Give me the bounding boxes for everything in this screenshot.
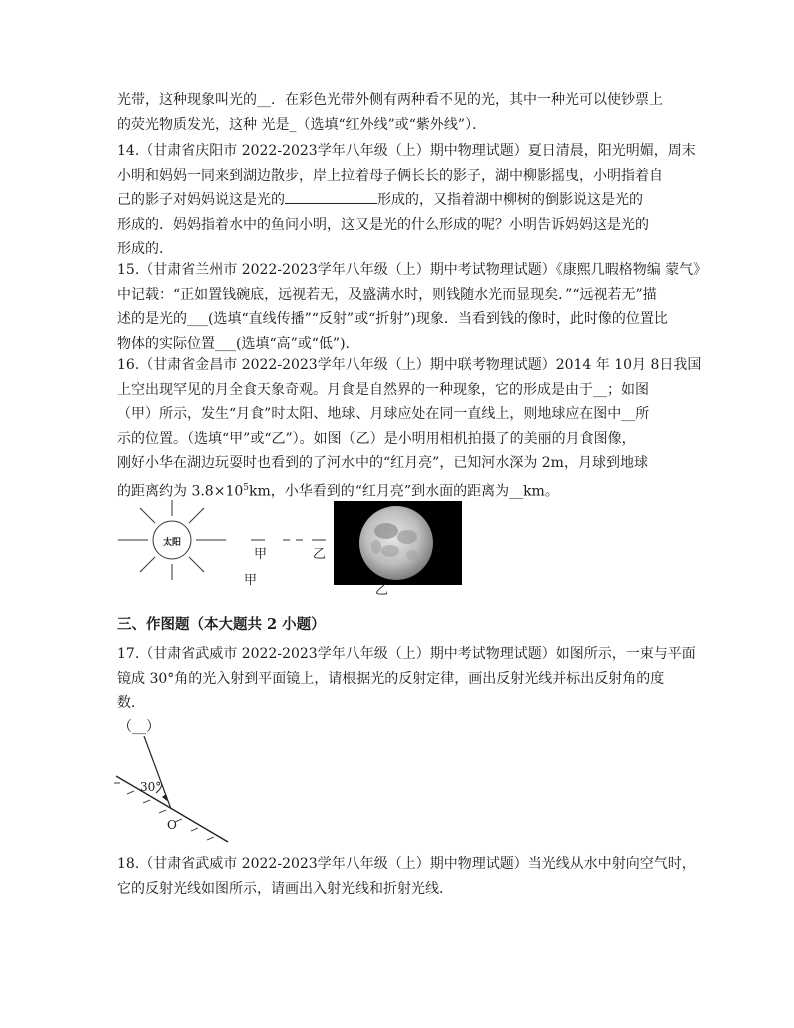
mirror-diagram (112, 736, 242, 848)
text-line: 物体的实际位置___(选填“高”或“低”)． (117, 335, 360, 352)
text-fragment: 己的影子对妈妈说这是光的 (117, 192, 285, 208)
text-line: 上空出现罕见的月全食天象奇观。月食是自然界的一种现象，它的形成是由于__；如图 (117, 381, 649, 398)
text-line: 镜成 30°角的光入射到平面镜上，请根据光的反射定律，画出反射光线并标出反射角的度 (117, 670, 665, 687)
text-fragment: km，小华看到的“红月亮”到水面的距离为__km。 (249, 483, 559, 500)
text-line: 它的反射光线如图所示，请画出入射光线和折射光线． (117, 880, 453, 897)
text-line: 光带，这种现象叫光的__．在彩色光带外侧有两种看不见的光，其中一种光可以使钞票上 (117, 92, 663, 108)
angle-label: 30° (140, 780, 162, 794)
lunar-eclipse-diagram (118, 500, 338, 600)
text-line (117, 188, 687, 213)
text-line: 述的是光的___(选填“直线传播”“反射”或“折射”)现象．当看到钱的像时，此时像的位置比 (117, 311, 668, 327)
text-line: 小明和妈妈一同来到湖边散步，岸上拉着母子俩长长的影子，湖中柳影摇曳，小明指着自 (117, 167, 663, 184)
position-jia-label: 甲 (254, 547, 268, 562)
text-line: 的荧光物质发光，这种 光是_（选填“红外线”或“紫外线”）． (117, 116, 487, 133)
text-line: 数． (117, 695, 145, 711)
question-14 (117, 139, 696, 262)
moon-photo (334, 501, 462, 585)
moon-image (334, 501, 462, 585)
text-line (117, 476, 687, 501)
question-15 (117, 258, 708, 356)
text-line: 14.（甘肃省庆阳市 2022-2023学年八年级（上）期中物理试题）夏日清晨，阳光明媚，周末 (117, 143, 696, 159)
position-yi-label: 乙 (313, 547, 327, 562)
text-line: （甲）所示，发生“月食”时太阳、地球、月球应处在同一直线上，则地球应在图中__所 (117, 406, 650, 422)
figure-caption-yi: 乙 (375, 583, 389, 598)
question-17 (117, 642, 696, 716)
text-fragment: 形成的，又指着湖中柳树的倒影说这是光的 (377, 192, 643, 208)
text-line: 18.（甘肃省武威市 2022-2023学年八年级（上）期中物理试题）当光线从水中射向空气时， (117, 856, 696, 872)
text-line: 形成的． (117, 241, 173, 257)
figure-caption-jia: 甲 (244, 573, 258, 588)
answer-blank (285, 189, 377, 204)
point-o-label: O (167, 818, 177, 832)
text-line: 示的位置。（选填“甲”或“乙”）。如图（乙）是小明用相机拍摄了的美丽的月食图像， (117, 430, 636, 447)
answer-slot: （__） (118, 719, 160, 735)
text-line: 17.（甘肃省武威市 2022-2023学年八年级（上）期中考试物理试题）如图所示，一束与平面 (117, 646, 696, 662)
sun-label: 太阳 (163, 538, 182, 548)
question-16 (117, 353, 702, 500)
text-fragment: 的距离约为 3.8×10 (117, 483, 244, 500)
exponent: 5 (243, 482, 249, 493)
text-line: 形成的．妈妈指着水中的鱼问小明，这又是光的什么形成的呢？小明告诉妈妈这是光的 (117, 216, 649, 233)
section-heading: 三、作图题（本大题共 2 小题） (117, 616, 326, 633)
text-line: 15.（甘肃省兰州市 2022-2023学年八年级（上）期中考试物理试题）《康熙几暇格物编 蒙气》 (117, 262, 708, 278)
question-18 (117, 852, 696, 901)
text-line: 中记载：“正如置钱碗底，远视若无，及盛满水时，则钱随水光而显现矣．”“远视若无”描 (117, 286, 657, 303)
question-13-continuation (117, 88, 687, 137)
text-line: 16.（甘肃省金昌市 2022-2023学年八年级（上）期中联考物理试题）2014 年 10月 8日我国 (117, 357, 702, 373)
text-line: 刚好小华在湖边玩耍时也看到的了河水中的“红月亮”，已知河水深为 2m，月球到地球 (117, 455, 648, 471)
